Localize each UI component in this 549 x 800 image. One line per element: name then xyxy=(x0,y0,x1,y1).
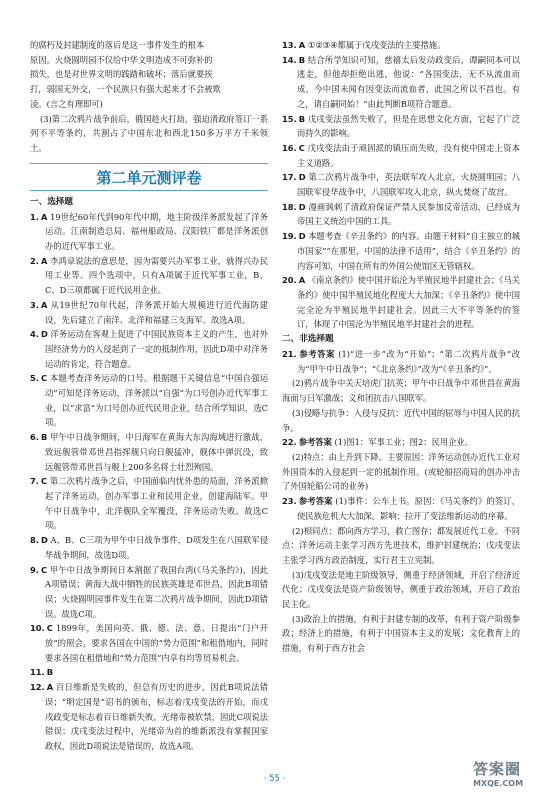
watermark-text: 答案圈 xyxy=(473,760,522,778)
answer-item: 4. D 洋务运动在客观上促进了中国民族资本主义的产生，也对外国经济势力的入侵起到了一定的抵制作用，因此D项中对洋务运动的肯定，符合题意。 xyxy=(30,329,268,369)
answer-block-22 xyxy=(282,435,520,494)
answer-item: 12. A 百日维新是失败的，但总有历史的进步，因此B项说法错误；“明定国是”诏书的颁布，标志着戊戌变法的开始，而戊戌政变是标志着百日维新失败，光绪帝被软禁，因此C项说法错误；戊戌变法过程中，光绪帝为首的维新派没有掌握国家政权，因此D项说法是错误的，故选A项。 xyxy=(30,682,268,751)
intro-line: 损失，也是对世界文明的践踏和破坏；落后就要挨 xyxy=(30,69,213,80)
answer-item: 8. D A、B、C三项为甲午中日战争事件，D项发生在八国联军侵华战争期间，故选D项。 xyxy=(30,535,269,560)
answer-item: 14. B 结合所学知识可知，慈禧太后发动政变后，谭嗣同本可以逃走，但他却拒绝出逃，他说：“各国变法，无不从流血而成，今中国未闻有因变法而流血者，此国之所以不昌也。有之，请自嗣同始！”由此判断B项符合题意。 xyxy=(282,54,520,109)
answer-block-21 xyxy=(282,347,520,435)
intro-paragraph xyxy=(30,38,268,112)
intro-line: 凌。(言之有理即可) xyxy=(30,98,103,109)
section-heading-nonchoice: 二、非选择题 xyxy=(282,334,334,345)
title-rule-top xyxy=(30,163,268,164)
section-heading-choice: 一、选择题 xyxy=(30,196,73,207)
intro-line: 原因。火烧圆明园不仅给中华文明造成不可弥补的 xyxy=(30,54,213,65)
paragraph-3: (3)第二次鸦片战争前后，俄国趁火打劫，强迫清政府签订一系列不平等条约，共割占了中国东北和西北150多万平方千米领土。 xyxy=(30,113,268,153)
answer-subpart: (2)相同点：都向西方学习，救亡图存；都发展近代工业。不同点：洋务运动主张学习西方先进技术，维护封建统治；戊戌变法主张学习西方政治制度，实行君主立宪制。 xyxy=(282,525,520,565)
answer-item: 1. A 19世纪60年代到90年代中期，地主阶级洋务派发起了洋务运动。江南制造总局、福州船政局、汉阳铁厂都是洋务派创办的近代军事工业。 xyxy=(30,211,268,252)
answer-item: 13. A ①②③④都属于戊戌变法的主要措施。 xyxy=(282,40,446,50)
answer-item: 23. 参考答案 (1)事件：公车上书。原因：《马关条约》的签订，使民族危机大大加深。影响：拉开了变法维新运动的序幕。 xyxy=(282,496,520,521)
answer-block-23 xyxy=(282,494,520,656)
answer-item: 18. D 漫画讽刺了清政府保证严禁人民参加反帝活动，已经成为帝国主义统治中国的工具。 xyxy=(282,201,520,227)
choice-question-list-continued xyxy=(282,38,520,332)
answer-item: 16. C 戊戌变法由于顽固派的镇压而失败，没有使中国走上资本主义道路。 xyxy=(282,142,520,168)
intro-line: 打，弱国无外交，一个民族只有强大起来才不会被欺 xyxy=(30,84,221,95)
answer-item: 3. A 从19世纪70年代起，洋务派开始大规模进行近代海防建设，先后建立了南洋、北洋和福建三支海军。故选A项。 xyxy=(30,299,269,325)
answer-item: 6. B 甲午中日战争期间，中日海军在黄海大东沟海域进行激战，致远舰管带邓世昌指挥舰只向日舰猛冲，舰体中弹沉没，致远舰管带邓世昌与舰上200多名将士壮烈殉国。 xyxy=(30,432,268,472)
page-number: · 55 · xyxy=(263,774,286,784)
choice-question-list xyxy=(30,210,268,754)
unit-title: 第二单元测评卷 xyxy=(96,168,202,187)
answer-item: 15. B 戊戌变法虽然失败了，但是在思想文化方面，它起了广泛而持久的影响。 xyxy=(282,113,520,139)
right-column xyxy=(282,38,520,656)
answer-item: 10. C 1899年，美国向英、俄、德、法、意、日提出“门户开放”的照会，要求各国在中国的“势力范围”和租借地内，同时要求各国在租借地和“势力范围”内享有均等贸易机会。 xyxy=(30,623,268,663)
answer-item: 19. D 本题考查《辛丑条约》的内容。由题干材料“自主独立的城市国家”“在那里，中国的法律不适用”，结合《辛丑条约》的内容可知，中国在所有的外国公使馆区无管辖权。 xyxy=(282,231,521,271)
title-rule-bottom xyxy=(30,190,268,191)
answer-item: 5. C 本题考查洋务运动的口号。根据题干关键信息“中国自强运动”可知是洋务运动，洋务派以“自强”为口号创办近代军事工业，以“求富”为口号创办近代民用企业，结合所学知识，选C项。 xyxy=(30,373,269,428)
answer-item: 17. D 第二次鸦片战争中，英法联军攻入北京，火烧圆明园；八国联军侵华战争中，八国联军攻入北京，纵火焚烧了故宫。 xyxy=(282,172,520,198)
watermark-url: MXQE.COM xyxy=(473,779,524,788)
answer-subpart: (2)鸦片战争中关天培虎门抗英；甲午中日战争中邓世昌在黄海海面与日军激战；义和团抗击八国联军。 xyxy=(282,378,520,404)
intro-line: 的腐朽及封建制度的落后是这一事件发生的根本 xyxy=(30,40,205,50)
watermark-logo xyxy=(473,758,535,792)
answer-subpart: (3)政治上的措施，有利于封建专制的改革，有利于资产阶级参政；经济上的措施，有利于中国资本主义的发展；文化教育上的措施，有利于西方社会 xyxy=(282,613,520,654)
answer-item: 2. A 李鸿章说法的意思是，因为需要兴办军事工业，就得兴办民用工业等。四个选项中，只有A项属于近代军事工业，B、C、D三项都属于近代民用企业。 xyxy=(30,255,268,296)
answer-subpart: (3)侵略与抗争：入侵与反抗：近代中国的屈辱与中国人民的抗争。 xyxy=(282,407,520,433)
left-column xyxy=(30,38,268,754)
answer-item: 11. B xyxy=(30,667,54,678)
answer-item: 22. 参考答案 (1)图1：军事工业；图2：民用企业。 xyxy=(282,437,474,448)
answer-subpart: (2)特点：由上升到下降。主要原因：洋务运动创办近代工业对外国资本的入侵起到一定的抵制作用。(或轮船招商局的创办冲击了外国轮船公司的业务) xyxy=(282,451,520,492)
answer-item: 20. A 《南京条约》使中国开始沦为半殖民地半封建社会；《马关条约》使中国半殖民地化程度大大加深；《辛丑条约》使中国完全沦为半殖民地半封建社会。因此三大不平等条约的签订，体现了中国沦为半殖民地半封建社会的进程。 xyxy=(282,275,520,330)
answer-subpart: (3)戊戌变法是地主阶级领导，侧重于经济领域，开启了经济近代化；戊戌变法是资产阶级领导，侧重于政治领域，开启了政治民主化。 xyxy=(282,569,520,610)
answer-item: 21. 参考答案 (1)“进一步”改为“开始”；“第二次鸦片战争”改为“甲午中日战争”；“《北京条约》”改为“《辛丑条约》”。 xyxy=(282,349,520,374)
answer-item: 9. C 甲午中日战争期间日本割据了我国台湾(《马关条约》)，因此A项错误；黄海大战中牺牲的民族英雄是邓世昌，因此B项错误；火烧圆明园事件发生在第二次鸦片战争期间，因此D项错误。故选C项。 xyxy=(30,564,268,619)
answer-item: 7. C 第二次鸦片战争之后，中国面临内忧外患的局面，洋务派掀起了洋务运动，创办军事工业和民用企业，创建海陆军。甲午中日战争中，北洋舰队全军覆没，洋务运动失败。故选C项。 xyxy=(30,476,268,531)
